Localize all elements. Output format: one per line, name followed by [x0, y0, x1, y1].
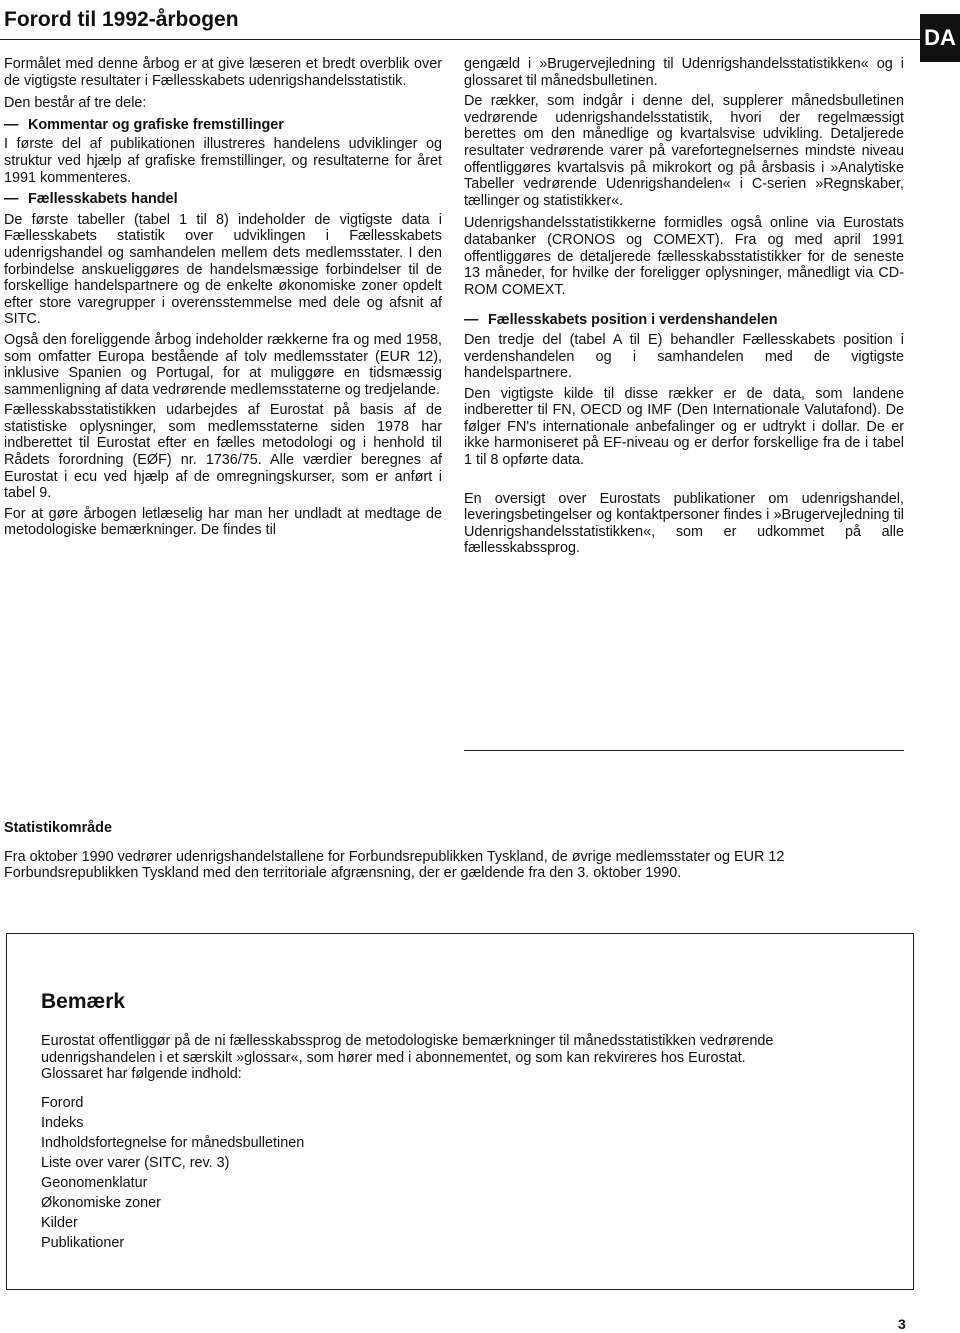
statistics-area-body: [4, 849, 924, 882]
dash-marker: —: [464, 312, 479, 329]
list-item: Kilder: [41, 1215, 78, 1231]
part2-text-1: De første tabeller (tabel 1 til 8) indeholder de vigtigste data i Fællesskabets statistik over udviklingen i Fællesskabets udenrigshandel og samhandelen mellem dets medlemsstater. I den forbindelse anskueliggøres de handelsmæssige forbindelser til de forskellige handelspartnere og de enkelte økonomiske zoner opdelt efter store varegrupper i overensstemmelse med dele og afsnit af SITC.: [4, 211, 442, 328]
online-text: Udenrigshandelsstatistikkerne formidles også online via Eurostats databanker (CRONOS og COMEXT). Fra og med april 1991 offentliggøres de detaljerede fællesskabsstatistikker for de seneste 13 måneder, for hvilke der foreligger oplysninger, månedligt via CD-ROM COMEXT.: [464, 215, 904, 298]
list-item: Indeks: [41, 1115, 84, 1131]
part1-text: I første del af publikationen illustreres handelens udviklinger og struktur ved hjælp af grafiske fremstillinger, og resultaterne for året 1991 kommenteres.: [4, 136, 442, 186]
note-title: Bemærk: [41, 990, 126, 1013]
part2-text-3: Fællesskabsstatistikken udarbejdes af Eurostat på basis af de statistiske oplysninger, som medlemsstaterne siden 1978 har indberettet til Eurostat efter en fælles metodologi og i henhold til Rådets forordning (EØF) nr. 1736/75. Alle værdier beregnes af Eurostat i ecu ved hjælp af de omregningskurser, som er anført i tabel 9.: [4, 402, 442, 502]
statistics-area-line-2: Forbundsrepublikken Tyskland med den territoriale afgrænsning, der er gældende fra den 3. oktober 1990.: [4, 865, 682, 882]
part2-heading-row: [4, 191, 442, 208]
list-item: Geonomenklatur: [41, 1175, 148, 1191]
note-paragraph: Eurostat offentliggør på de ni fællesskabssprog de metodologiske bemærkninger til månedsstatistikken vedrørende udenrigshandelen i et særskilt »glossar«, som hører med i abonnementet, og som kan rekvireres hos Eurostat.: [41, 1033, 774, 1066]
section-rule: [464, 750, 904, 751]
intro-paragraph: Formålet med denne årbog er at give læseren et bredt overblik over de vigtigste resultater i Fællesskabets udenrigshandelsstatistik.: [4, 56, 442, 89]
list-item: Publikationer: [41, 1235, 125, 1251]
overview-text: En oversigt over Eurostats publikationer om udenrigshandel, leveringsbetingelser og kontaktpersoner findes i »Brugervejledning til Udenrigshandelsstatistikken«, som er udkommet på alle fællesskabssprog.: [464, 490, 904, 557]
list-item: Forord: [41, 1095, 84, 1111]
dash-marker: —: [4, 191, 19, 208]
part2-heading: Fællesskabets handel: [28, 191, 178, 208]
page-number: 3: [898, 1316, 906, 1332]
part3-text-1: Den tredje del (tabel A til E) behandler Fællesskabets position i verdenshandelen og i samhandelen med de vigtigste handelspartnere.: [464, 331, 904, 382]
statistics-area-section: [4, 820, 924, 882]
page-title: Forord til 1992-årbogen: [4, 8, 239, 31]
part3-text-2: Den vigtigste kilde til disse rækker er de data, som landene indberetter til FN, OECD og IMF (Den Internationale Valutafond). De følger FN's internationale anbefalinger og er udtrykt i dollar. De er ikke harmoniseret på EF-niveau og er derfor forskellige fra de i tabel 1 til 8 opførte data.: [464, 385, 904, 469]
part1-heading-row: [4, 117, 442, 134]
parts-intro: Den består af tre dele:: [4, 95, 147, 112]
statistics-area-title: Statistikområde: [4, 820, 112, 836]
list-item: Indholdsfortegnelse for månedsbulletinen: [41, 1135, 305, 1151]
part2-text-4: For at gøre årbogen letlæselig har man her undladt at medtage de metodologiske bemærkninger. De findes til: [4, 505, 442, 539]
list-item: Liste over varer (SITC, rev. 3): [41, 1155, 230, 1171]
note-box: [6, 933, 914, 1290]
list-item: Økonomiske zoner: [41, 1195, 161, 1211]
language-tab: DA: [920, 14, 960, 62]
dash-marker: —: [4, 116, 19, 133]
part2-text-2: Også den foreliggende årbog indeholder rækkerne fra og med 1958, som omfatter Europa bestående af tolv medlemsstater (EUR 12), inklusive Spanien og Portugal, for at muliggøre en tidsmæssig sammenligning af data vedrørende medlemsstaterne og tredjelande.: [4, 331, 442, 398]
header-rule: [0, 39, 920, 40]
series-text: De rækker, som indgår i denne del, supplerer månedsbulletinen vedrørende udenrigshandelsstatistik, hvori der regelmæssigt berettes om den månedlige og kvartalsvise udvikling. Detaljerede resultater vedrørende varer på varefortegnelsernes mindste niveau offentliggøres kvartalsvis på mikrokort og på årsbasis i »Analytiske Tabeller vedrørende Udenrigshandelen« i C-serien »Regnskaber, tællinger og statistikker«.: [464, 93, 904, 209]
note-text: [41, 1033, 891, 1083]
glossary-list: [41, 1093, 304, 1253]
glossary-intro: Glossaret har følgende indhold:: [41, 1066, 242, 1083]
statistics-area-line-1: Fra oktober 1990 vedrører udenrigshandelstallene for Forbundsrepublikken Tyskland, de øvrige medlemsstater og EUR 12: [4, 848, 785, 865]
part1-heading: Kommentar og grafiske fremstillinger: [28, 116, 284, 133]
continuation-text: gengæld i »Brugervejledning til Udenrigshandelsstatistikken« og i glossaret til månedsbulletinen.: [464, 56, 904, 89]
left-column: [4, 56, 442, 543]
part3-heading-row: [464, 312, 904, 329]
part3-heading: Fællesskabets position i verdenshandelen: [488, 312, 778, 329]
right-column: [464, 56, 904, 561]
